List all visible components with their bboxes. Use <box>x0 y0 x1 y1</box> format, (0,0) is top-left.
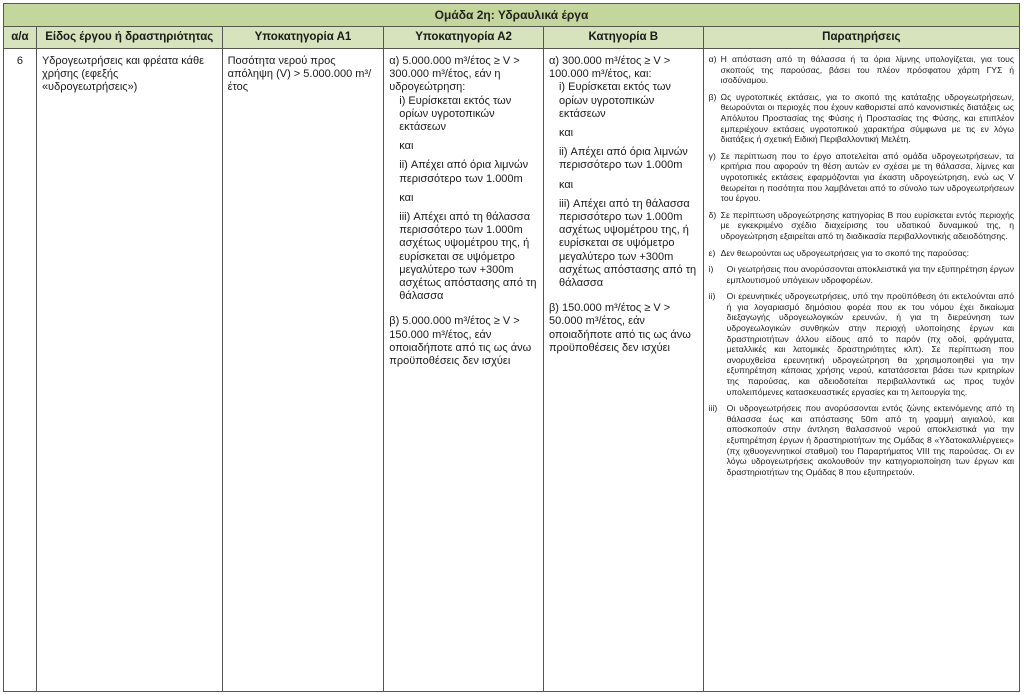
a1-cell <box>223 49 385 692</box>
header-subcategory-a2: Υποκατηγορία Α2 <box>384 27 544 48</box>
b-and-2: και <box>558 178 574 191</box>
remark-b: β) Ως υγροτοπικές εκτάσεις, για το σκοπό της κατάταξης υδρογεωτρήσεων, θεωρούνται οι περιοχές που έχουν καθοριστεί από κανονιστικές διατάξεις ως Απόλυτου Προστασίας της Φύσης ή Προστασίας της Φύσης, και επιπλέον εμπεριέχουν εκτάσεις υγροτοπικού χαρακτήρα σύμφωνα με τις εν λόγω διατάξεις ή σχετική Ειδική Περιβαλλοντική Μελέτη. <box>708 91 1014 145</box>
table-row <box>4 49 1019 692</box>
a2-and-2: και <box>399 191 414 204</box>
header-project-type: Είδος έργου ή δραστηριότητας <box>37 27 223 48</box>
a2-beta: β) 5.000.000 m³/έτος ≥ V > 150.000 m³/έτος, εάν οποιαδήποτε από τις ως άνω προϋποθέσεις δεν ισχύει <box>389 315 532 368</box>
remark-e-ii: ii) Οι ερευνητικές υδρογεωτρήσεις, υπό την προϋπόθεση ότι εκτελούνται από ή για λογαριασμό δημόσιου φορέα που εκ του νόμου έχει δικαίωμα διεξαγωγής υδρογεωλογικών ερευνών, ή για τη διερεύνηση των υδρογεωλογικών συνθηκών στην περιοχή υλοποίησης έργων και δραστηριοτήτων άλλου είδους από το παρόν (πχ οδοί, φράγματα, μεταλλικές και λατομικές δραστηριότητες κλπ). Σε περίπτωση που ανορυχθείσα ερευνητική υδρογεώτρηση θα χρησιμοποιηθεί για την εξυπηρέτηση κάποιας χρήσης νερού, κατατάσσεται βάσει των κριτηρίων της παρούσας, και αδειοδοτείται περιβαλλοντικά ως προς τυχόν υπολειπόμενες κατασκευαστικές εργασίες και τη λειτουργία της. <box>708 291 1014 397</box>
a2-and-1: και <box>399 140 414 153</box>
b-cell <box>544 49 704 692</box>
project-type-text: Υδρογεωτρήσεις και φρέατα κάθε χρήσης (εφεξής «υδρογεωτρήσεις») <box>41 55 205 94</box>
b-beta: β) 150.000 m³/έτος ≥ V > 50.000 m³/έτος, εάν οποιαδήποτε από τις ως άνω προϋποθέσεις δεν ισχύει <box>548 302 691 354</box>
remark-d: δ) Σε περίπτωση υδρογεώτρησης κατηγορίας Β που ευρίσκεται εντός περιοχής με εγκεκριμένο σχέδιο διαχείρισης του υδατικού δυναμικού της, η υδρογεώτρηση εξαιρείται από τη διαδικασία περιβαλλοντικής αδειοδότησης. <box>708 209 1014 241</box>
group-title: Ομάδα 2η: Υδραυλικά έργα <box>4 4 1019 27</box>
a2-condition-ii: ii) Απέχει από όρια λιμνών περισσότερο των 1.000m <box>399 159 529 185</box>
remark-e-i: i) Οι γεωτρήσεις που ανορύσσονται αποκλειστικά για την εξυπηρέτηση έργων εμπλουτισμού υπόγειων υδροφορέων. <box>708 264 1014 285</box>
header-remarks: Παρατηρήσεις <box>822 31 901 43</box>
header-subcategory-a1: Υποκατηγορία Α1 <box>223 27 385 48</box>
remark-e-iii: iii) Οι υδρογεωτρήσεις που ανορύσσονται εντός ζώνης εκτεινόμενης από τη θάλασσα έως και απόστασης 50m από τη γραμμή αιγιαλού, και αποσκοπούν στην άντληση θαλασσινού νερού αποκλειστικά για την εξυπηρέτηση έργων ή δραστηριοτήτων της Ομάδας 8 «Υδατοκαλλιέργειες» (πχ ιχθυογεννητικοί σταθμοί) του Παραρτήματος VIII της παρούσας. Οι εν λόγω υδρογεωτρήσεις ακολουθούν την κατηγοριοποίηση των έργων και δραστηριοτήτων της Ομάδας 8 που εξυπηρετούν. <box>708 403 1014 477</box>
a2-cell <box>384 49 544 692</box>
a2-condition-iii: iii) Απέχει από τη θάλασσα περισσότερο των 1.000m ασχέτως υψομέτρου της, ή ευρίσκεται σε υψόμετρο μεγαλύτερο των +300m ασχέτως απόστασης από τη θάλασσα <box>399 211 537 303</box>
remark-c: γ) Σε περίπτωση που το έργο αποτελείται από ομάδα υδρογεωτρήσεων, τα κριτήρια που αφορούν τη θέση αυτών εν σχέσει με τη θάλασσα, λίμνες και υγροτοπικές εκτάσεις εφαρμόζονται για έκαστη υδρογεώτρηση, ενώ ως V θεωρείται η ποσότητα που λαμβάνεται από το σύνολο των υδρογεωτρήσεων του έργου. <box>708 150 1014 204</box>
b-condition-iii: iii) Απέχει από τη θάλασσα περισσότερο των 1.000m ασχέτως υψομέτρου της, ή ευρίσκεται σε υψόμετρο μεγαλύτερο των +300m ασχέτως απόστασης από τη θάλασσα <box>558 197 697 290</box>
remark-a: α) Η απόσταση από τη θάλασσα ή τα όρια λίμνης υπολογίζεται, για τους σκοπούς της παρούσας, βάσει του πλέον πρόσφατου χάρτη ΓΥΣ ή ισοδύναμου. <box>708 54 1014 86</box>
a1-text: Ποσότητα νερού προς απόληψη (V) > 5.000.000 m³/έτος <box>227 55 372 94</box>
header-aa: α/α <box>4 27 37 48</box>
document-table <box>3 3 1020 692</box>
b-and-1: και <box>558 127 574 140</box>
table-header <box>4 27 1019 49</box>
header-category-b: Κατηγορία Β <box>544 27 704 48</box>
row-number: 6 <box>4 49 37 692</box>
b-alpha: α) 300.000 m³/έτος ≥ V > 100.000 m³/έτος, και: <box>548 55 671 81</box>
remarks-cell <box>704 49 1019 692</box>
a2-alpha: α) 5.000.000 m³/έτος ≥ V > 300.000 m³/έτος, εάν η υδρογεώτρηση: <box>389 55 520 94</box>
a2-condition-i: i) Ευρίσκεται εκτός των ορίων υγροτοπικών εκτάσεων <box>399 94 512 134</box>
b-condition-i: i) Ευρίσκεται εκτός των ορίων υγροτοπικών εκτάσεων <box>558 81 671 120</box>
project-type-cell <box>37 49 223 692</box>
b-condition-ii: ii) Απέχει από όρια λιμνών περισσότερο των 1.000m <box>558 146 688 172</box>
remark-e: ε) Δεν θεωρούνται ως υδρογεωτρήσεις για το σκοπό της παρούσας: <box>708 247 970 258</box>
